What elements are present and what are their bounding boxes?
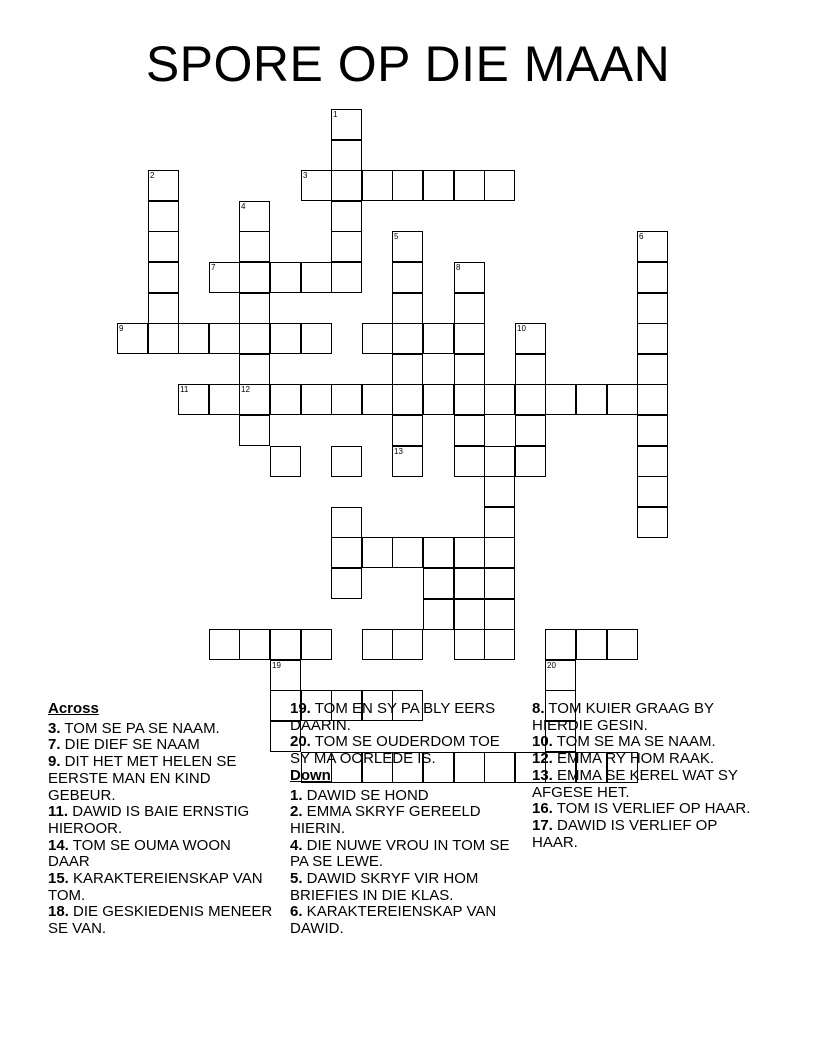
crossword-cell[interactable]	[239, 354, 270, 385]
clue-item-text: KARAKTEREIENSKAP VAN DAWID.	[290, 903, 497, 938]
crossword-cell[interactable]	[209, 629, 240, 660]
clue-item-number: 18.	[48, 903, 69, 921]
crossword-cell[interactable]	[331, 507, 362, 538]
clue-item-text: TOM EN SY PA BLY EERS DAARIN.	[290, 700, 496, 734]
clue-item	[290, 804, 522, 837]
crossword-cell[interactable]	[637, 446, 668, 477]
crossword-cell[interactable]	[331, 537, 362, 568]
across-heading: Across	[48, 700, 99, 717]
crossword-cell[interactable]	[392, 384, 423, 415]
clue-item-number: 11.	[48, 803, 69, 821]
clue-number: 6	[639, 232, 644, 241]
clue-item-number: 5.	[290, 870, 303, 888]
clue-number: 8	[456, 263, 461, 272]
clue-number: 1	[333, 110, 338, 119]
clue-item-number: 2.	[290, 803, 303, 821]
clue-column-2	[290, 701, 522, 938]
crossword-cell[interactable]	[239, 262, 270, 293]
crossword-cell[interactable]	[515, 354, 546, 385]
crossword-cell[interactable]	[454, 262, 485, 293]
clue-item-number: 15.	[48, 870, 69, 888]
crossword-cell[interactable]	[454, 170, 485, 201]
crossword-cell[interactable]	[331, 568, 362, 599]
crossword-cell[interactable]	[392, 231, 423, 262]
crossword-cell[interactable]	[148, 262, 179, 293]
crossword-cell[interactable]	[484, 629, 515, 660]
down-heading: Down	[290, 766, 331, 784]
crossword-cell[interactable]	[637, 231, 668, 262]
crossword-cell[interactable]	[637, 262, 668, 293]
crossword-cell[interactable]	[331, 262, 362, 293]
crossword-cell[interactable]	[637, 384, 668, 415]
clue-item-text: TOM SE OUMA WOON DAAR	[48, 836, 231, 871]
crossword-cell[interactable]	[148, 201, 179, 232]
crossword-cell[interactable]	[637, 507, 668, 538]
clue-item-text: DIT HET MET HELEN SE EERSTE MAN EN KIND GEBEUR.	[48, 753, 237, 804]
crossword-cell[interactable]	[423, 384, 454, 415]
crossword-cell[interactable]	[209, 323, 240, 354]
clue-number: 2	[150, 171, 155, 180]
crossword-cell[interactable]	[362, 323, 393, 354]
clue-item	[532, 734, 764, 751]
crossword-cell[interactable]	[392, 293, 423, 324]
crossword-cell[interactable]	[239, 629, 270, 660]
clue-item	[48, 737, 276, 754]
clue-item	[48, 871, 276, 904]
clue-item-text: TOM SE MA SE NAAM.	[552, 733, 716, 751]
crossword-cell[interactable]	[637, 476, 668, 507]
crossword-cell[interactable]	[484, 170, 515, 201]
clue-item-text: EMMA SE KEREL WAT SY AFGESE HET.	[532, 766, 738, 801]
crossword-cell[interactable]	[454, 629, 485, 660]
clue-item-number: 13.	[532, 766, 553, 784]
clue-item	[290, 701, 522, 734]
page-title: SPORE OP DIE MAAN	[145, 36, 671, 92]
clue-item-text: DAWID SKRYF VIR HOM BRIEFIES IN DIE KLAS.	[290, 870, 479, 904]
crossword-cell[interactable]	[117, 323, 148, 354]
crossword-cell[interactable]	[392, 537, 423, 568]
clue-item-text: EMMA RY HOM RAAK.	[552, 750, 715, 768]
crossword-cell[interactable]	[239, 415, 270, 446]
crossword-cell[interactable]	[331, 170, 362, 201]
clue-number: 19	[272, 661, 281, 670]
clue-number: 4	[241, 202, 246, 211]
crossword-cell[interactable]	[392, 629, 423, 660]
clue-item-text: DAWID SE HOND	[302, 786, 429, 804]
crossword-cell[interactable]	[392, 323, 423, 354]
crossword-cell[interactable]	[484, 507, 515, 538]
crossword-cell[interactable]	[392, 354, 423, 385]
crossword-cell[interactable]	[392, 446, 423, 477]
clue-item	[532, 751, 764, 768]
clue-number: 5	[394, 232, 399, 241]
crossword-cell[interactable]	[637, 293, 668, 324]
clue-item-number: 20.	[290, 733, 311, 751]
crossword-cell[interactable]	[239, 293, 270, 324]
crossword-cell[interactable]	[515, 415, 546, 446]
crossword-cell[interactable]	[362, 170, 393, 201]
crossword-cell[interactable]	[178, 323, 209, 354]
clue-item	[48, 754, 276, 804]
clue-column-1	[48, 701, 276, 938]
crossword-cell[interactable]	[331, 140, 362, 171]
crossword-cell[interactable]	[545, 629, 576, 660]
crossword-cell[interactable]	[148, 323, 179, 354]
crossword-cell[interactable]	[637, 323, 668, 354]
clue-number: 20	[547, 661, 556, 670]
crossword-cell[interactable]	[270, 262, 301, 293]
crossword-cell[interactable]	[515, 446, 546, 477]
clue-item-number: 10.	[532, 733, 553, 751]
clue-item-text: DIE DIEF SE NAAM	[60, 736, 200, 754]
crossword-cell[interactable]	[270, 660, 301, 691]
clue-item	[290, 871, 522, 904]
crossword-cell[interactable]	[484, 384, 515, 415]
crossword-cell[interactable]	[301, 262, 332, 293]
clue-column-3	[532, 701, 764, 851]
clue-item	[48, 838, 276, 871]
crossword-cell[interactable]	[239, 323, 270, 354]
crossword-cell[interactable]	[270, 446, 301, 477]
crossword-cell[interactable]	[454, 384, 485, 415]
crossword-cell[interactable]	[454, 293, 485, 324]
crossword-cell[interactable]	[209, 262, 240, 293]
crossword-cell[interactable]	[423, 323, 454, 354]
clue-number: 12	[241, 385, 250, 394]
clue-item	[532, 701, 764, 734]
crossword-cell[interactable]	[484, 476, 515, 507]
clue-item	[48, 904, 276, 937]
crossword-cell[interactable]	[148, 170, 179, 201]
crossword-cell[interactable]	[607, 384, 638, 415]
crossword-cell[interactable]	[454, 323, 485, 354]
clue-number: 13	[394, 447, 403, 456]
crossword-cell[interactable]	[362, 384, 393, 415]
crossword-cell[interactable]	[239, 384, 270, 415]
crossword-cell[interactable]	[423, 170, 454, 201]
clue-item-text: TOM SE PA SE NAAM.	[60, 719, 220, 737]
crossword-cell[interactable]	[545, 384, 576, 415]
clue-item	[532, 801, 764, 818]
clue-item-number: 7.	[48, 736, 61, 754]
clue-item-number: 16.	[532, 800, 553, 818]
crossword-cell[interactable]	[301, 384, 332, 415]
crossword-cell[interactable]	[484, 599, 515, 630]
clue-item-text: DIE NUWE VROU IN TOM SE PA SE LEWE.	[290, 836, 510, 871]
clue-number: 7	[211, 263, 216, 272]
crossword-cell[interactable]	[392, 262, 423, 293]
crossword-cell[interactable]	[484, 446, 515, 477]
crossword-cell[interactable]	[423, 537, 454, 568]
crossword-cell[interactable]	[545, 660, 576, 691]
crossword-cell[interactable]	[331, 201, 362, 232]
crossword-cell[interactable]	[392, 170, 423, 201]
crossword-cell[interactable]	[607, 629, 638, 660]
crossword-cell[interactable]	[270, 384, 301, 415]
crossword-cell[interactable]	[331, 231, 362, 262]
clue-item-text: TOM IS VERLIEF OP HAAR.	[552, 800, 751, 818]
clue-item	[290, 838, 522, 871]
clue-item	[290, 734, 522, 767]
clue-item-text: DIE GESKIEDENIS MENEER SE VAN.	[48, 903, 273, 938]
crossword-cell[interactable]	[484, 568, 515, 599]
crossword-cell[interactable]	[454, 568, 485, 599]
clue-item-number: 6.	[290, 903, 303, 921]
crossword-cell[interactable]	[239, 201, 270, 232]
crossword-cell[interactable]	[239, 231, 270, 262]
crossword-cell[interactable]	[576, 629, 607, 660]
clue-item	[48, 721, 276, 738]
clue-item-number: 3.	[48, 719, 61, 737]
clue-item-number: 8.	[532, 700, 545, 717]
crossword-cell[interactable]	[331, 446, 362, 477]
clue-item-number: 14.	[48, 836, 69, 854]
crossword-cell[interactable]	[576, 384, 607, 415]
crossword-cell[interactable]	[454, 446, 485, 477]
crossword-cell[interactable]	[148, 231, 179, 262]
crossword-cell[interactable]	[301, 323, 332, 354]
crossword-cell[interactable]	[454, 415, 485, 446]
crossword-cell[interactable]	[454, 354, 485, 385]
clue-item-text: DAWID IS BAIE ERNSTIG HIEROOR.	[48, 803, 250, 837]
clue-item-number: 17.	[532, 816, 553, 834]
crossword-cell[interactable]	[454, 599, 485, 630]
clue-item-number: 1.	[290, 786, 303, 804]
clue-item-text: KARAKTEREIENSKAP VAN TOM.	[48, 870, 263, 904]
crossword-cell[interactable]	[331, 384, 362, 415]
clue-number: 9	[119, 324, 124, 333]
crossword-cell[interactable]	[270, 323, 301, 354]
crossword-cell[interactable]	[148, 293, 179, 324]
crossword-cell[interactable]	[423, 568, 454, 599]
crossword-cell[interactable]	[362, 537, 393, 568]
crossword-cell[interactable]	[454, 537, 485, 568]
clue-item-text: EMMA SKRYF GEREELD HIERIN.	[290, 803, 481, 837]
clue-item	[532, 768, 764, 801]
clue-item-text: DAWID IS VERLIEF OP HAAR.	[532, 816, 718, 851]
crossword-cell[interactable]	[637, 354, 668, 385]
crossword-cell[interactable]	[423, 599, 454, 630]
crossword-cell[interactable]	[209, 384, 240, 415]
crossword-cell[interactable]	[301, 629, 332, 660]
clue-item	[48, 804, 276, 837]
clue-item-number: 9.	[48, 753, 61, 771]
crossword-cell[interactable]	[637, 415, 668, 446]
crossword-cell[interactable]	[392, 415, 423, 446]
clue-item-text: TOM SE OUDERDOM TOE SY MA OORLEDE IS.	[290, 733, 500, 768]
crossword-cell[interactable]	[515, 384, 546, 415]
crossword-cell[interactable]	[515, 323, 546, 354]
crossword-cell[interactable]	[362, 629, 393, 660]
crossword-cell[interactable]	[178, 384, 209, 415]
clue-item	[532, 818, 764, 851]
crossword-cell[interactable]	[484, 537, 515, 568]
clue-item-number: 12.	[532, 750, 553, 768]
clue-number: 10	[517, 324, 526, 333]
clue-item	[290, 904, 522, 937]
crossword-cell[interactable]	[331, 109, 362, 140]
clue-number: 11	[180, 385, 189, 394]
clue-number: 3	[303, 171, 308, 180]
crossword-cell[interactable]	[270, 629, 301, 660]
clue-item-text: TOM KUIER GRAAG BY HIERDIE GESIN.	[532, 700, 714, 734]
clue-item-number: 4.	[290, 836, 303, 854]
clue-item	[290, 788, 522, 805]
clue-item-number: 19.	[290, 700, 311, 717]
crossword-cell[interactable]	[301, 170, 332, 201]
